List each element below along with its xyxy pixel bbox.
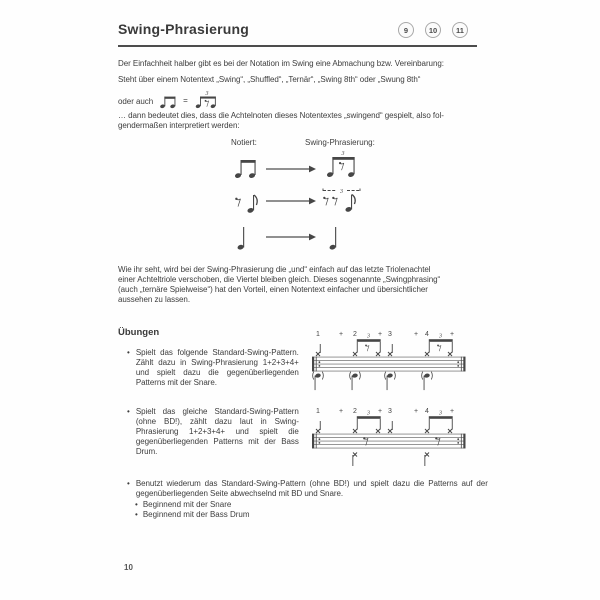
column-header-swing: Swing-Phrasierung: [305, 138, 375, 147]
staff [312, 357, 466, 372]
svg-text:+: + [377, 408, 383, 415]
exercises-heading: Übungen [118, 327, 160, 338]
exercise-item-1 [127, 348, 299, 388]
ride-cymbal-voice [316, 339, 453, 356]
bullet-icon: • [127, 407, 130, 416]
triplet-number: 3 [367, 410, 370, 417]
notated-quarter-note [236, 224, 248, 252]
ride-cymbal-voice [316, 416, 453, 433]
bullet-icon: • [135, 500, 138, 509]
triplet-number: 3 [340, 189, 343, 195]
explanation-line-4: aussehen zu lassen. [118, 295, 190, 304]
swing-triplet-figure [324, 148, 362, 180]
explanation-line-1: Wie ihr seht, wird bei der Swing-Phrasierung die „und“ einfach auf das letzte Triolenachtel [118, 265, 431, 274]
arrow-icon [266, 196, 316, 206]
exercise-item-3-sub-1 [135, 500, 231, 510]
svg-text:3: 3 [388, 408, 392, 415]
intro-line-5: gendermaßen interpretiert werden: [118, 121, 240, 130]
bass-drum-voice [313, 372, 433, 390]
header-rule [118, 45, 477, 47]
triplet-number: 3 [205, 91, 209, 97]
exercise-item-1-text: Spielt das folgende Standard-Swing-Pattern. Zählt dazu in Swing-Phrasierung 1+2+3+4+ und spielt dazu die gegenüberliegenden Patterns mit der Snare. [135, 348, 299, 387]
notated-eighth-pair [233, 156, 259, 180]
bullet-icon: • [127, 479, 130, 488]
track-badge-3: 11 [452, 22, 468, 38]
svg-text:+: + [449, 331, 455, 338]
eighth-pair-icon [159, 94, 177, 109]
bullet-icon: • [135, 510, 138, 519]
svg-text:2: 2 [353, 331, 357, 338]
equals-sign: = [183, 96, 188, 105]
drum-pattern-2 [308, 404, 472, 474]
swing-triplet-icon [194, 90, 220, 109]
track-badges [398, 22, 468, 38]
explanation-line-2: einer Achteltriole verschoben, die Viertel bleiben gleich. Dieses sogenannte „Swingphrasing“ [118, 275, 441, 284]
swing-quarter-note [328, 224, 340, 252]
intro-line-3-text: oder auch [118, 97, 154, 106]
triplet-number: 3 [439, 410, 442, 417]
exercise-item-3 [127, 479, 488, 499]
exercise-item-2-text: Spielt das gleiche Standard-Swing-Pattern (ohne BD!), zählt dazu laut in Swing-Phrasierung 1+2+3+4+ und spielt die gegenüberliegenden Patterns mit der Bass Drum. [135, 407, 299, 456]
exercise-item-2 [127, 407, 299, 457]
sub-bullet-text: Beginnend mit der Snare [142, 500, 232, 509]
svg-text:+: + [413, 331, 419, 338]
column-header-notated: Notiert: [231, 138, 257, 147]
svg-text:2: 2 [353, 408, 357, 415]
arrow-icon [266, 232, 316, 242]
hihat-foot-voice [352, 453, 429, 467]
arrow-icon [266, 164, 316, 174]
bullet-icon: • [127, 348, 130, 357]
exercise-item-3-text: Benutzt wiederum das Standard-Swing-Pattern (ohne BD!) und spielt dazu die Patterns auf der gegenüberliegenden Seite abwechselnd mit BD und Snare. [135, 479, 488, 498]
swing-rest-triplet-figure [321, 184, 363, 214]
svg-text:4: 4 [425, 331, 429, 338]
sub-bullet-text: Beginnend mit der Bass Drum [142, 510, 250, 519]
intro-line-1: Der Einfachheit halber gibt es bei der Notation im Swing eine Abmachung bzw. Vereinbarung: [118, 59, 444, 68]
triplet-number: 3 [341, 151, 345, 157]
explanation-line-3: (auch „ternäre Spielweise“) hat den Vorteil, einen Notentext einfacher und übersichtlicher [118, 285, 428, 294]
page-title: Swing-Phrasierung [118, 21, 249, 37]
page-number: 10 [124, 563, 133, 572]
svg-text:4: 4 [425, 408, 429, 415]
drum-pattern-1 [308, 327, 472, 397]
notated-rest-eighth [233, 189, 259, 215]
svg-text:1: 1 [316, 331, 320, 338]
intro-line-4: … dann bedeutet dies, dass die Achtelnoten dieses Notentextes „swingend“ gespielt, also fol- [118, 111, 444, 120]
staff [312, 434, 466, 449]
intro-line-3 [118, 91, 220, 109]
svg-text:+: + [338, 408, 344, 415]
triplet-number: 3 [367, 333, 370, 340]
svg-text:1: 1 [316, 408, 320, 415]
triplet-number: 3 [439, 333, 442, 340]
track-badge-1: 9 [398, 22, 414, 38]
svg-text:+: + [413, 408, 419, 415]
svg-text:3: 3 [388, 331, 392, 338]
intro-line-2: Steht über einem Notentext „Swing“, „Shuffled“, „Ternär“, „Swing 8th“ oder „Swung 8th“ [118, 75, 421, 84]
track-badge-2: 10 [425, 22, 441, 38]
svg-text:+: + [338, 331, 344, 338]
counting-row [316, 331, 454, 338]
svg-text:+: + [449, 408, 455, 415]
counting-row [316, 408, 454, 415]
svg-text:+: + [377, 331, 383, 338]
exercise-item-3-sub-2 [135, 510, 250, 520]
